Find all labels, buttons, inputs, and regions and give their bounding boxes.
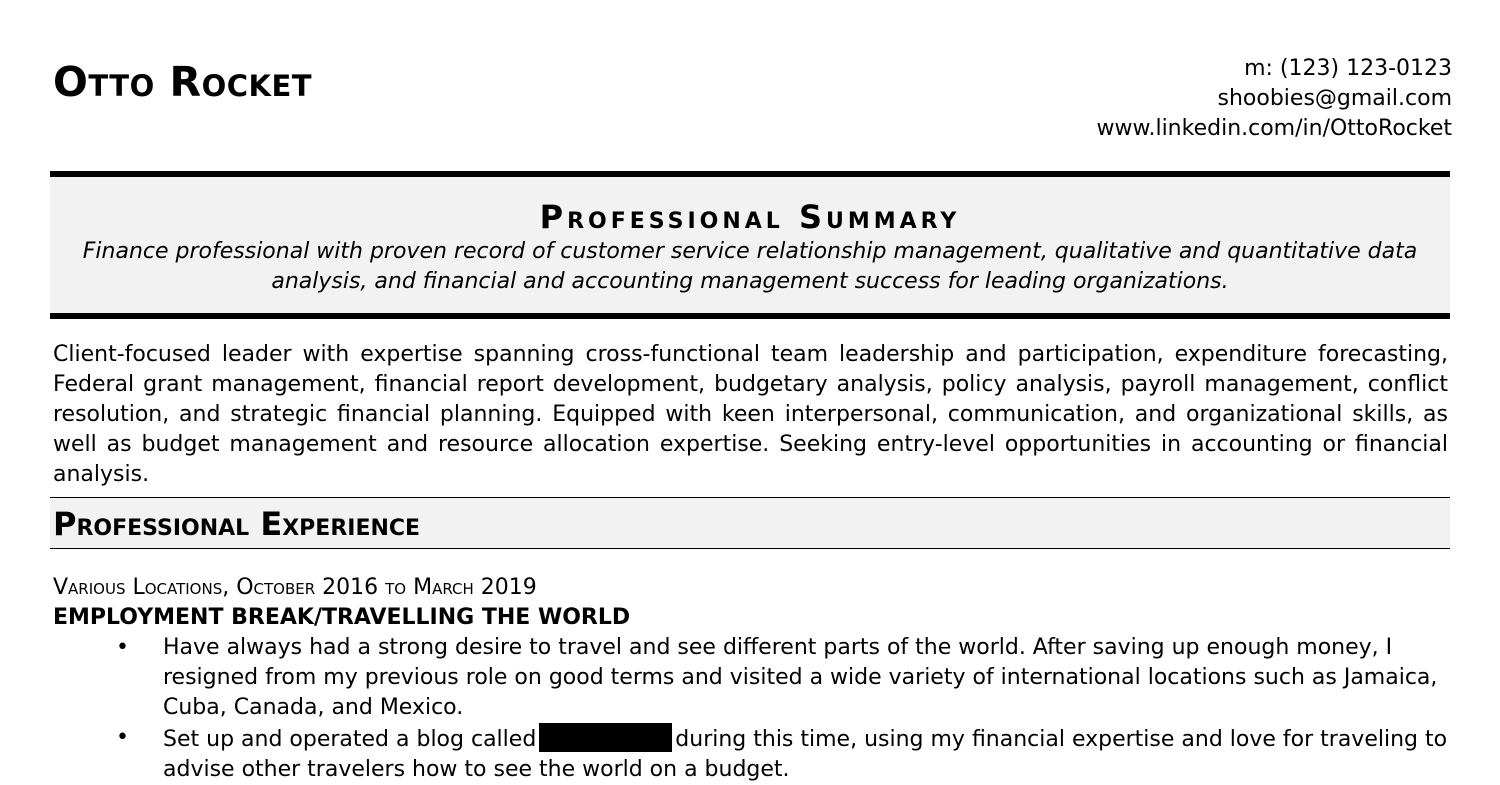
list-item (53, 633, 1453, 723)
profile-paragraph: Client-focused leader with expertise spanning cross-functional team leadership and participation, expenditure forecasting, Federal grant management, financial report development, budgetary analysis, policy analysis, payroll management, conflict resolution, and strategic financial planning. Equipped with keen interpersonal, communication, and organizational skills, as well as budget management and resource allocation expertise. Seeking entry-level opportunities in accounting or financial analysis. (53, 342, 1448, 487)
email-address: shoobies@gmail.com (1217, 86, 1452, 111)
job-bullet-list (53, 633, 1453, 785)
phone-number: m: (123) 123-0123 (1244, 56, 1452, 81)
job-title: EMPLOYMENT BREAK/TRAVELLING THE WORLD (53, 605, 631, 630)
job-location-dates: Various Locations, October 2016 to March 2019 (53, 575, 537, 600)
contact-block (1097, 54, 1453, 144)
candidate-name: Otto Rocket (53, 58, 313, 106)
professional-summary-box (50, 171, 1450, 319)
linkedin-url: www.linkedin.com/in/OttoRocket (1096, 116, 1452, 141)
redacted-blog-name (539, 723, 672, 752)
list-item (53, 723, 1453, 785)
summary-tagline: Finance professional with proven record of customer service relationship management, qualitative and quantitative data analysis, and financial and accounting management success for leading organizations. (82, 239, 1418, 294)
experience-heading: Professional Experience (53, 505, 421, 543)
bullet-text: Have always had a strong desire to travel and see different parts of the world. After saving up enough money, I resigned from my previous role on good terms and visited a wide variety of international locations such as Jamaica, Cuba, Canada, and Mexico. (163, 635, 1438, 720)
bullet-icon: • (116, 725, 129, 750)
bullet-text-before: Set up and operated a blog called (163, 727, 537, 752)
experience-section-bar (50, 497, 1450, 549)
bullet-icon: • (116, 635, 129, 660)
summary-heading: Professional Summary (539, 198, 961, 236)
bullet-text-after: during this time, using my financial expertise and love for traveling to advise other travelers how to see the world on a budget. (163, 727, 1448, 782)
